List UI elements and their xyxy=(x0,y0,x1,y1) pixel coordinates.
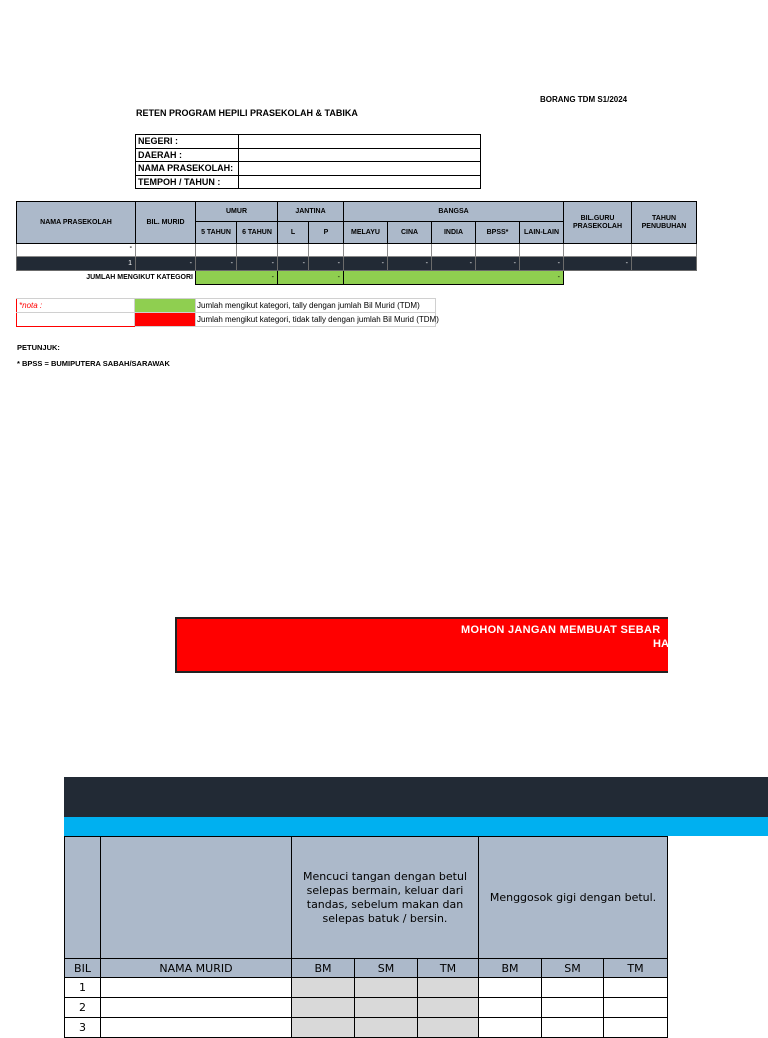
info-row-tempoh xyxy=(136,175,481,189)
legend-table xyxy=(16,298,439,327)
info-label: TEMPOH / TAHUN : xyxy=(136,175,239,189)
handwash-bm-cell[interactable] xyxy=(292,998,355,1018)
info-label: NAMA PRASEKOLAH: xyxy=(136,162,239,176)
total-tahun xyxy=(632,257,697,271)
info-table xyxy=(135,134,481,189)
legend-row-green xyxy=(17,299,436,313)
cell[interactable] xyxy=(564,244,632,257)
brush-tm-cell[interactable] xyxy=(604,978,668,998)
brush-bm-cell[interactable] xyxy=(479,998,542,1018)
kategori-jantina: - xyxy=(278,271,344,285)
student-row xyxy=(65,978,668,998)
nota-label: *nota : xyxy=(17,299,135,313)
cell-nama[interactable]: - xyxy=(17,244,136,257)
col-header-bpss: BPSS* xyxy=(476,222,520,244)
col-header-5-tahun: 5 TAHUN xyxy=(196,222,237,244)
red-swatch xyxy=(135,313,196,327)
row-number: 1 xyxy=(65,978,101,998)
col-header-bm: BM xyxy=(292,959,355,978)
student-row xyxy=(65,998,668,1018)
brush-sm-cell[interactable] xyxy=(542,978,604,998)
page-title: RETEN PROGRAM HEPILI PRASEKOLAH & TABIKA xyxy=(136,108,358,118)
green-swatch xyxy=(135,299,196,313)
kategori-row xyxy=(17,271,697,285)
brush-tm-cell[interactable] xyxy=(604,1018,668,1038)
total-cina: - xyxy=(388,257,432,271)
total-melayu: - xyxy=(344,257,388,271)
col-header-sm: SM xyxy=(355,959,418,978)
info-row-daerah xyxy=(136,148,481,162)
cell[interactable] xyxy=(632,244,697,257)
green-legend-text: Jumlah mengikut kategori, tally dengan jumlah Bil Murid (TDM) xyxy=(196,299,436,313)
cell[interactable] xyxy=(278,244,309,257)
total-india: - xyxy=(432,257,476,271)
blue-header-band xyxy=(64,817,768,836)
handwash-sm-cell[interactable] xyxy=(355,978,418,998)
header-blank xyxy=(65,837,101,959)
col-header-6-tahun: 6 TAHUN xyxy=(237,222,278,244)
header-brush: Menggosok gigi dengan betul. xyxy=(479,837,668,959)
kategori-bangsa: - xyxy=(344,271,564,285)
col-header-bangsa: BANGSA xyxy=(344,202,564,222)
brush-tm-cell[interactable] xyxy=(604,998,668,1018)
cell[interactable] xyxy=(344,244,388,257)
info-row-prasekolah xyxy=(136,162,481,176)
total-bil-guru: - xyxy=(564,257,632,271)
handwash-tm-cell[interactable] xyxy=(418,1018,479,1038)
cell[interactable] xyxy=(476,244,520,257)
header-blank xyxy=(101,837,292,959)
cell[interactable] xyxy=(237,244,278,257)
student-name-cell[interactable] xyxy=(101,978,292,998)
total-l: - xyxy=(278,257,309,271)
student-name-cell[interactable] xyxy=(101,1018,292,1038)
cell[interactable] xyxy=(309,244,344,257)
total-bpss: - xyxy=(476,257,520,271)
student-name-cell[interactable] xyxy=(101,998,292,1018)
col-header-bm: BM xyxy=(479,959,542,978)
cell[interactable] xyxy=(388,244,432,257)
cell[interactable] xyxy=(432,244,476,257)
total-p: - xyxy=(309,257,344,271)
col-header-cina: CINA xyxy=(388,222,432,244)
warning-banner xyxy=(175,617,668,673)
col-header-melayu: MELAYU xyxy=(344,222,388,244)
col-header-lain: LAIN-LAIN xyxy=(520,222,564,244)
col-header-bil-guru: BIL.GURU PRASEKOLAH xyxy=(564,202,632,244)
handwash-sm-cell[interactable] xyxy=(355,998,418,1018)
main-table xyxy=(16,201,697,285)
info-value-field[interactable] xyxy=(239,162,481,176)
col-header-l: L xyxy=(278,222,309,244)
petunjuk-heading: PETUNJUK: xyxy=(17,343,60,352)
handwash-sm-cell[interactable] xyxy=(355,1018,418,1038)
col-header-tahun: TAHUN PENUBUHAN xyxy=(632,202,697,244)
red-legend-text: Jumlah mengikut kategori, tidak tally dengan jumlah Bil Murid (TDM) xyxy=(196,313,436,327)
banner-line-1: MOHON JANGAN MEMBUAT SEBAR xyxy=(461,624,661,636)
info-label: DAERAH : xyxy=(136,148,239,162)
col-header-p: P xyxy=(309,222,344,244)
brush-sm-cell[interactable] xyxy=(542,1018,604,1038)
kategori-label: JUMLAH MENGIKUT KATEGORI xyxy=(86,274,193,282)
col-header-jantina: JANTINA xyxy=(278,202,344,222)
student-table xyxy=(64,836,668,1038)
total-6-tahun: - xyxy=(237,257,278,271)
col-header-bil-murid: BIL. MURID xyxy=(136,202,196,244)
cell[interactable] xyxy=(136,244,196,257)
col-header-tm: TM xyxy=(604,959,668,978)
student-row xyxy=(65,1018,668,1038)
form-code: BORANG TDM S1/2024 xyxy=(540,95,628,104)
info-label: NEGERI : xyxy=(136,135,239,149)
brush-bm-cell[interactable] xyxy=(479,978,542,998)
dark-header-band xyxy=(64,777,768,817)
col-header-nama: NAMA PRASEKOLAH xyxy=(17,202,136,244)
data-row xyxy=(17,244,697,257)
brush-bm-cell[interactable] xyxy=(479,1018,542,1038)
header-handwash: Mencuci tangan dengan betul selepas bermain, keluar dari tandas, sebelum makan dan selepas batuk / bersin. xyxy=(292,837,479,959)
info-value-field[interactable] xyxy=(239,175,481,189)
cell[interactable] xyxy=(196,244,237,257)
bpss-note: * BPSS = BUMIPUTERA SABAH/SARAWAK xyxy=(17,359,170,368)
total-no: 1 xyxy=(17,257,136,271)
banner-line-2: HA xyxy=(653,638,669,650)
col-header-tm: TM xyxy=(418,959,479,978)
cell[interactable] xyxy=(520,244,564,257)
col-header-sm: SM xyxy=(542,959,604,978)
kategori-umur: - xyxy=(196,271,278,285)
info-value-field[interactable] xyxy=(239,148,481,162)
handwash-bm-cell[interactable] xyxy=(292,1018,355,1038)
info-row-negeri xyxy=(136,135,481,149)
total-row xyxy=(17,257,697,271)
row-number: 2 xyxy=(65,998,101,1018)
total-lain: - xyxy=(520,257,564,271)
legend-row-red xyxy=(17,313,436,327)
handwash-tm-cell[interactable] xyxy=(418,978,479,998)
col-header-umur: UMUR xyxy=(196,202,278,222)
col-header-india: INDIA xyxy=(432,222,476,244)
col-header-nama-murid: NAMA MURID xyxy=(101,959,292,978)
nota-blank xyxy=(17,313,135,327)
info-value-field[interactable] xyxy=(239,135,481,149)
brush-sm-cell[interactable] xyxy=(542,998,604,1018)
total-5-tahun: - xyxy=(196,257,237,271)
total-bil-murid: - xyxy=(136,257,196,271)
handwash-tm-cell[interactable] xyxy=(418,998,479,1018)
handwash-bm-cell[interactable] xyxy=(292,978,355,998)
col-header-bil: BIL xyxy=(65,959,101,978)
row-number: 3 xyxy=(65,1018,101,1038)
